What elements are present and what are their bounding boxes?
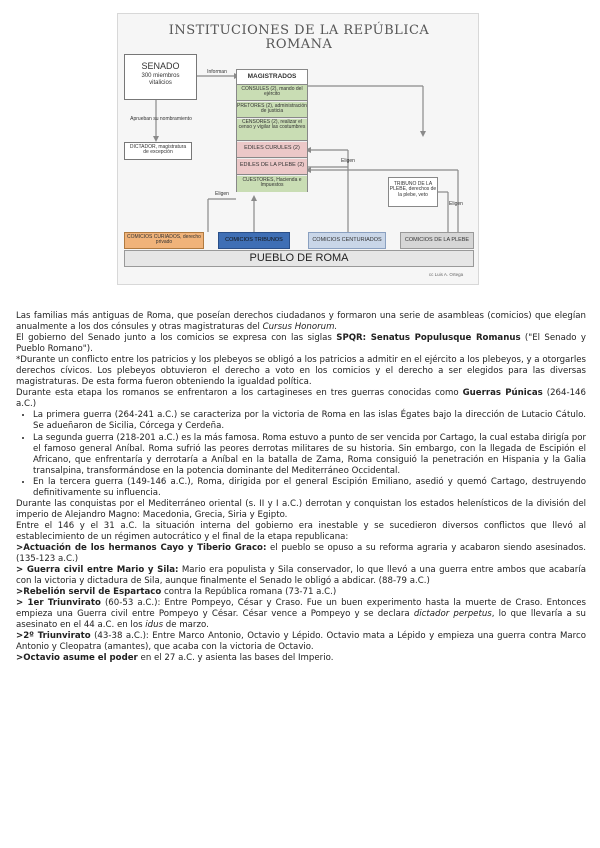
p10-heading: > 1er Triunvirato: [16, 598, 101, 609]
p2-spqr: SPQR: Senatus Populusque Romanus: [336, 333, 521, 344]
p10-text2: , lo que llevaría a su asesinato en el 44 a.C. en los: [16, 609, 586, 631]
p10-text3: de marzo.: [163, 620, 209, 631]
p11-heading: >2º Triunvirato: [16, 631, 91, 642]
p8-text: Mario era populista y Sila conservador, lo que llevó a una guerra entre ambos que acabaría con la victoria y dictadura de Sila, aunque finalmente el Senado le obligó a abdicar. (88-79 a.C.): [16, 565, 586, 587]
p4-dates: (264-146 a.C.): [16, 388, 586, 410]
list-item: • La segunda guerra (218-201 a.C.) es la más famosa. Roma estuvo a punto de ser vencida por Cartago, la cual estaba dirigía por el famoso general Aníbal. Roma sufrió las peores derrotas militares de su historia. Sin embargo, con la llegada de Escipión el Africano, que enfrentaría y derrotaría a Aníbal en la batalla de Zama, Roma consiguió la penetración en Hispania y la Galia transalpina, transformándose en la potencia dominante del Mediterráneo Occidental.: [33, 433, 586, 477]
diagram-title-line2: ROMANA: [265, 37, 333, 53]
tribuno-box: TRIBUNO DE LA PLEBE, derechos de la plebe, veto: [388, 177, 438, 207]
comicios-centuriados-box: COMICIOS CENTURIADOS: [308, 232, 386, 249]
list-item: • La primera guerra (264-241 a.C.) se caracteriza por la victoria de Roma en las islas Égates bajo la dirección de Lutacio Cátulo. Se adueñaron de Sicilia, Córcega y Cerdeña.: [33, 410, 586, 432]
p7-heading: >Actuación de los hermanos Cayo y Tiberio Graco:: [16, 542, 267, 553]
p9-text: contra la República romana (73-71 a.C.): [161, 587, 337, 598]
comicios-curiados-box: COMICIOS CURIADOS, derecho privado: [124, 232, 204, 249]
eligen-label-1: Eligen: [215, 191, 229, 197]
senado-sub1: 300 miembros: [141, 73, 180, 80]
cuestores-box: CUESTORES, Hacienda e Impuestos: [237, 176, 307, 192]
p11-text: (43-38 a.C.): Entre Marco Antonio, Octavio y Lépido. Octavio mata a Lépido y empieza una guerra contra Marco Antonio y Cleopatra (amantes), que acaba con la victoria de Octavio.: [16, 631, 586, 653]
body-text: [16, 311, 586, 665]
paragraph-spqr: [16, 333, 586, 355]
eligen-label-3: Eligen: [449, 201, 463, 207]
institutions-diagram: [117, 13, 479, 285]
punic-wars-list: [16, 410, 586, 498]
paragraph-mario-sila: [16, 565, 586, 587]
p4-guerras-punicas: Guerras Púnicas: [462, 388, 543, 399]
paragraph-espartaco: [16, 587, 586, 598]
comicios-plebe-box: COMICIOS DE LA PLEBE: [400, 232, 474, 249]
pretores-box: PRETORES (2), administración de justicia: [237, 102, 307, 118]
paragraph-triunvirato-2: [16, 631, 586, 653]
comicios-tribunos-box: COMICIOS TRIBUNOS: [218, 232, 290, 249]
aprueban-label: Aprueban su nombramiento: [130, 116, 192, 122]
p7-text: el pueblo se opuso a su reforma agraria y acabaron siendo asesinados. (135-123 a.C.): [16, 542, 586, 565]
p12-text: en el 27 a.C. y asienta las bases del Imperio.: [137, 653, 334, 664]
senado-sub2: vitalicios: [149, 79, 172, 86]
dictador-box: DICTADOR, magistratura de excepción: [124, 142, 192, 160]
p9-heading: >Rebelión servil de Espartaco: [16, 587, 162, 598]
p8-heading: > Guerra civil entre Mario y Sila:: [16, 565, 179, 576]
diagram-title-line1: INSTITUCIONES DE LA REPÚBLICA: [168, 23, 430, 38]
magistrados-header: MAGISTRADOS: [236, 69, 308, 85]
paragraph-conflicto: *Durante un conflicto entre los patricios y los plebeyos se obligó a los patricios a admitir en el ejército a los plebeyos, y a otorgarles derechos cívicos. Los plebeyos obtuvieron el derecho a voto en los comicios y el derecho a ser elegidos para las diversas magistraturas. De esta forma fueron obteniendo la igualdad política.: [16, 355, 586, 388]
senado-box: [124, 54, 197, 100]
paragraph-triunvirato-1: [16, 598, 586, 631]
ediles-curules-box: EDILES CURULES (2): [237, 142, 307, 158]
p10-idus: idus: [145, 620, 164, 631]
paragraph-octavio: [16, 653, 586, 664]
list-item: • En la tercera guerra (149-146 a.C.), Roma, dirigida por el general Escipión Emiliano, asedió y quemó Cartago, destruyendo definitivamente su influencia.: [33, 477, 586, 499]
p2-text-end: ("El Senado y Pueblo Romano").: [16, 333, 586, 355]
p2-text: El gobierno del Senado junto a los comicios se expresa con las siglas: [16, 333, 337, 344]
paragraph-graco: [16, 543, 586, 565]
consules-box: CONSULES (2), mando del ejército: [237, 85, 307, 101]
p10-dictador: dictador perpetus: [413, 609, 492, 620]
pueblo-de-roma-box: PUEBLO DE ROMA: [124, 250, 474, 267]
p4-text: Durante esta etapa los romanos se enfrentaron a los cartagineses en tres guerras conocidas como: [16, 388, 463, 399]
p10-text: (60-53 a.C.): Entre Pompeyo, César y Craso. Fue un buen experimento hasta la muerte de Craso. Entonces empieza una Guerra civil entre Pompeyo y César. César vence a Pompeyo y se declara: [16, 598, 586, 620]
informan-label: Informan: [207, 69, 227, 75]
p1-cursus-honorum: Cursus Honorum.: [262, 322, 338, 333]
paragraph-situacion: Entre el 146 y el 31 a.C. la situación interna del gobierno era inestable y se sucedieron diversos conflictos que llevó al establecimiento de un régimen autocrático y el final de la etapa republicana:: [16, 520, 586, 542]
censores-box: CENSORES (2), realizar el censo y vigilar las costumbres: [237, 119, 307, 141]
p1-text: Las familias más antiguas de Roma, que poseían derechos ciudadanos y formaron una serie de asambleas (comicios) que elegían anualmente a los dos cónsules y otras magistraturas del: [16, 311, 586, 333]
eligen-label-2: Eligen: [341, 158, 355, 164]
p12-heading: >Octavio asume el poder: [16, 653, 138, 664]
senado-title: SENADO: [141, 61, 180, 71]
credit-label: cc Luis A. Ortega: [428, 272, 464, 277]
paragraph-mediterraneo: Durante las conquistas por el Mediterráneo oriental (s. II y I a.C.) derrotan y conquistan los estados helenísticos de la división del imperio de Alejandro Magno: Macedonia, Grecia, Siria y Egipto.: [16, 498, 586, 520]
paragraph-familias: [16, 311, 586, 333]
paragraph-punicas: [16, 388, 586, 410]
ediles-plebe-box: EDILES DE LA PLEBE (2): [237, 159, 307, 175]
